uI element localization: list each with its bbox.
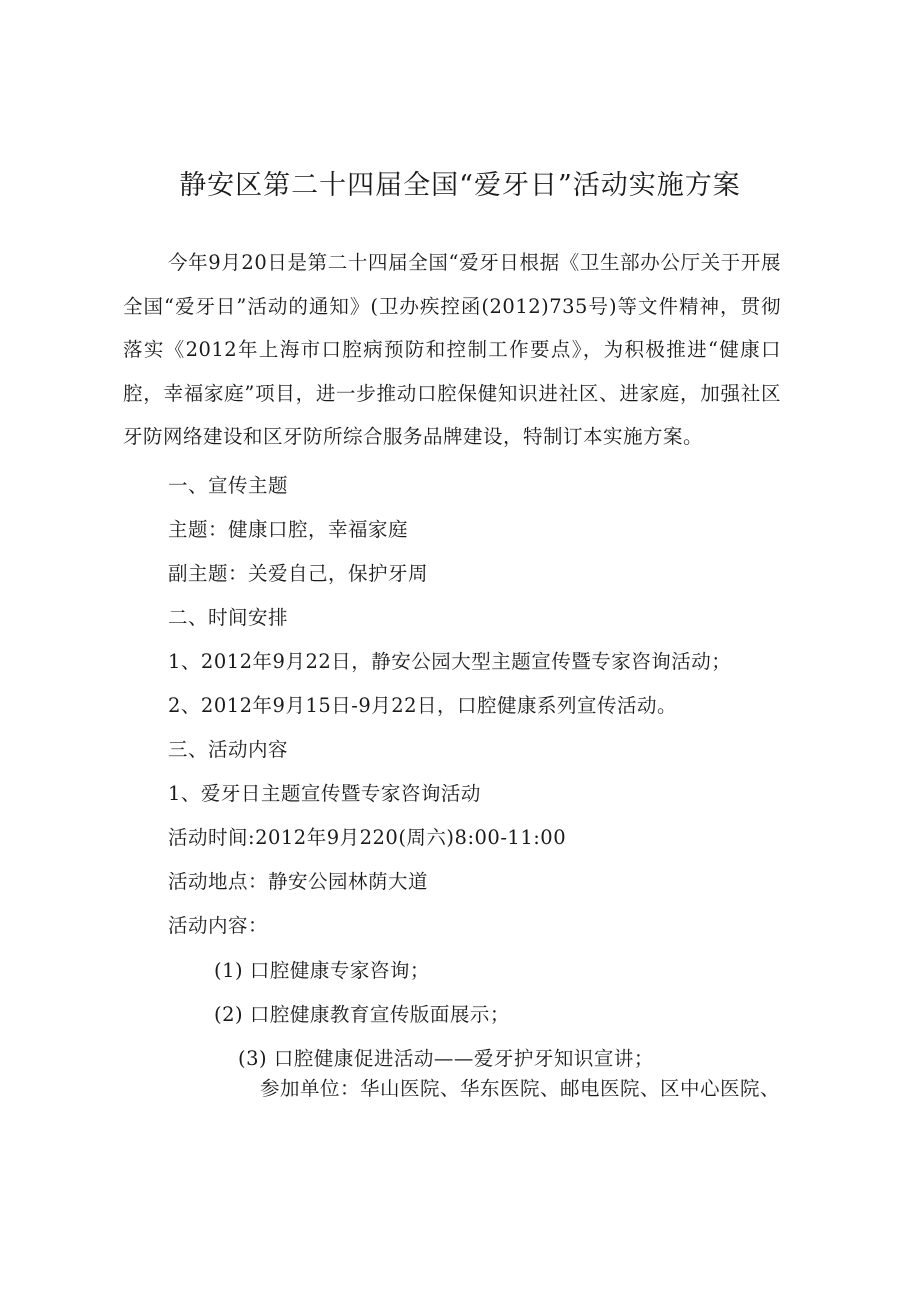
document-title: 静安区第二十四届全国“爱牙日”活动实施方案 xyxy=(179,170,741,201)
content-item-3: (3) 口腔健康促进活动——爱牙护牙知识宣讲； xyxy=(238,1047,654,1070)
section-heading-activities: 三、活动内容 xyxy=(168,738,289,761)
activity-location: 活动地点：静安公园林荫大道 xyxy=(168,870,429,893)
schedule-item-2: 2、2012年9月15日-9月22日，口腔健康系列宣传活动。 xyxy=(168,694,678,717)
schedule-item-1: 1、2012年9月22日，静安公园大型主题宣传暨专家咨询活动； xyxy=(168,650,732,673)
theme-line: 主题：健康口腔，幸福家庭 xyxy=(168,518,409,541)
intro-paragraph: 今年9月20日是第二十四届全国“爱牙日根据《卫生部办公厅关于开展全国“爱牙日”活动的通知》(卫办疾控函(2012)735号)等文件精神，贯彻落实《2012年上海市口腔病预防和控制工作要点》，为积极推进“健康口腔，幸福家庭”项目，进一步推动口腔保健知识进社区、进家庭，加强社区牙防网络建设和区牙防所综合服务品牌建设，特制订本实施方案。 xyxy=(123,251,781,448)
section-heading-schedule: 二、时间安排 xyxy=(168,606,289,629)
content-item-2: (2) 口腔健康教育宣传版面展示； xyxy=(214,1003,510,1026)
activity-heading: 1、爱牙日主题宣传暨专家咨询活动 xyxy=(168,782,481,805)
content-item-1: (1) 口腔健康专家咨询； xyxy=(214,959,430,982)
activity-time: 活动时间:2012年9月220(周六)8:00-11:00 xyxy=(168,826,567,849)
section-heading-theme: 一、宣传主题 xyxy=(168,474,289,497)
participants-line: 参加单位：华山医院、华东医院、邮电医院、区中心医院、 xyxy=(260,1077,781,1100)
subtheme-line: 副主题：关爱自己，保护牙周 xyxy=(168,562,429,585)
activity-content-label: 活动内容： xyxy=(168,914,269,937)
